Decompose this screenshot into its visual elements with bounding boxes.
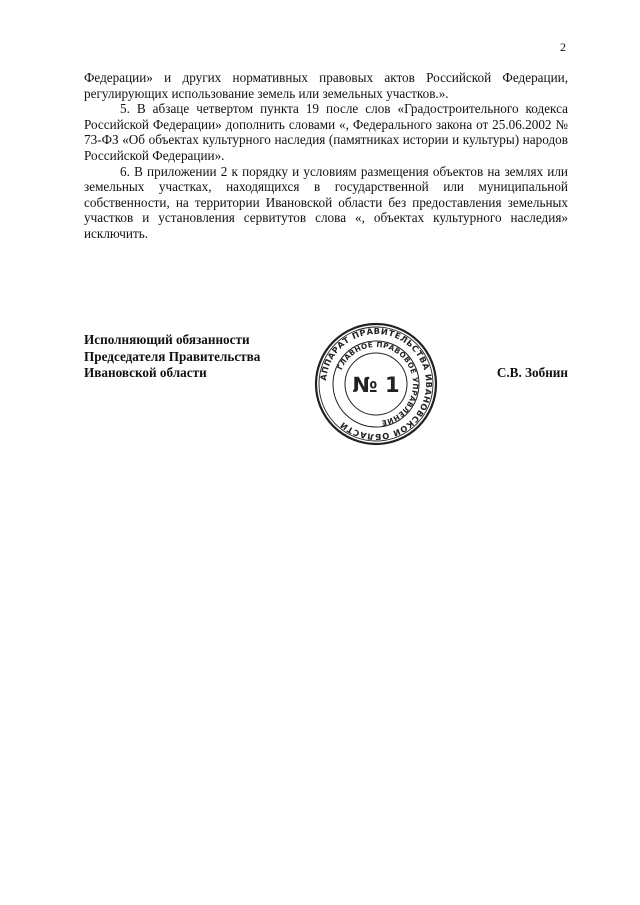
stamp-center-text: № 1 [352, 373, 400, 397]
paragraph: 5. В абзаце четвертом пункта 19 после слов «Градостроительного кодекса Российской Федерации» дополнить словами «, Федерального закона от 25.06.2002 № 73-ФЗ «Об объектах культурного наследия (памятниках истории и культуры) народов Российской Федерации». [84, 101, 568, 163]
stamp-seal-icon [314, 322, 438, 446]
signer-title-line: Председателя Правительства [84, 348, 261, 364]
signer-name: С.В. Зобнин [496, 365, 568, 380]
body-text [84, 70, 568, 242]
signer-title [84, 332, 260, 382]
stamp-outer-text: АППАРАТ ПРАВИТЕЛЬСТВА ИВАНОВСКОЙ ОБЛАСТИ [318, 325, 435, 443]
signer-title-line: Ивановской области [84, 365, 207, 380]
paragraph: Федерации» и других нормативных правовых актов Российской Федерации, регулирующих использование земель или земельных участков.». [84, 70, 568, 101]
paragraph: 6. В приложении 2 к порядку и условиям размещения объектов на землях или земельных участках, находящихся в государственной или муниципальной собственности, на территории Ивановской области без предоставления земельных участков и установления сервитутов слова «, объектах культурного наследия» исключить. [84, 163, 568, 241]
signer-title-line: Исполняющий обязанности [84, 332, 250, 347]
stamp-inner-text: ГЛАВНОЕ ПРАВОВОЕ УПРАВЛЕНИЕ [335, 339, 421, 428]
page-number: 2 [560, 40, 566, 54]
official-stamp [314, 322, 438, 446]
